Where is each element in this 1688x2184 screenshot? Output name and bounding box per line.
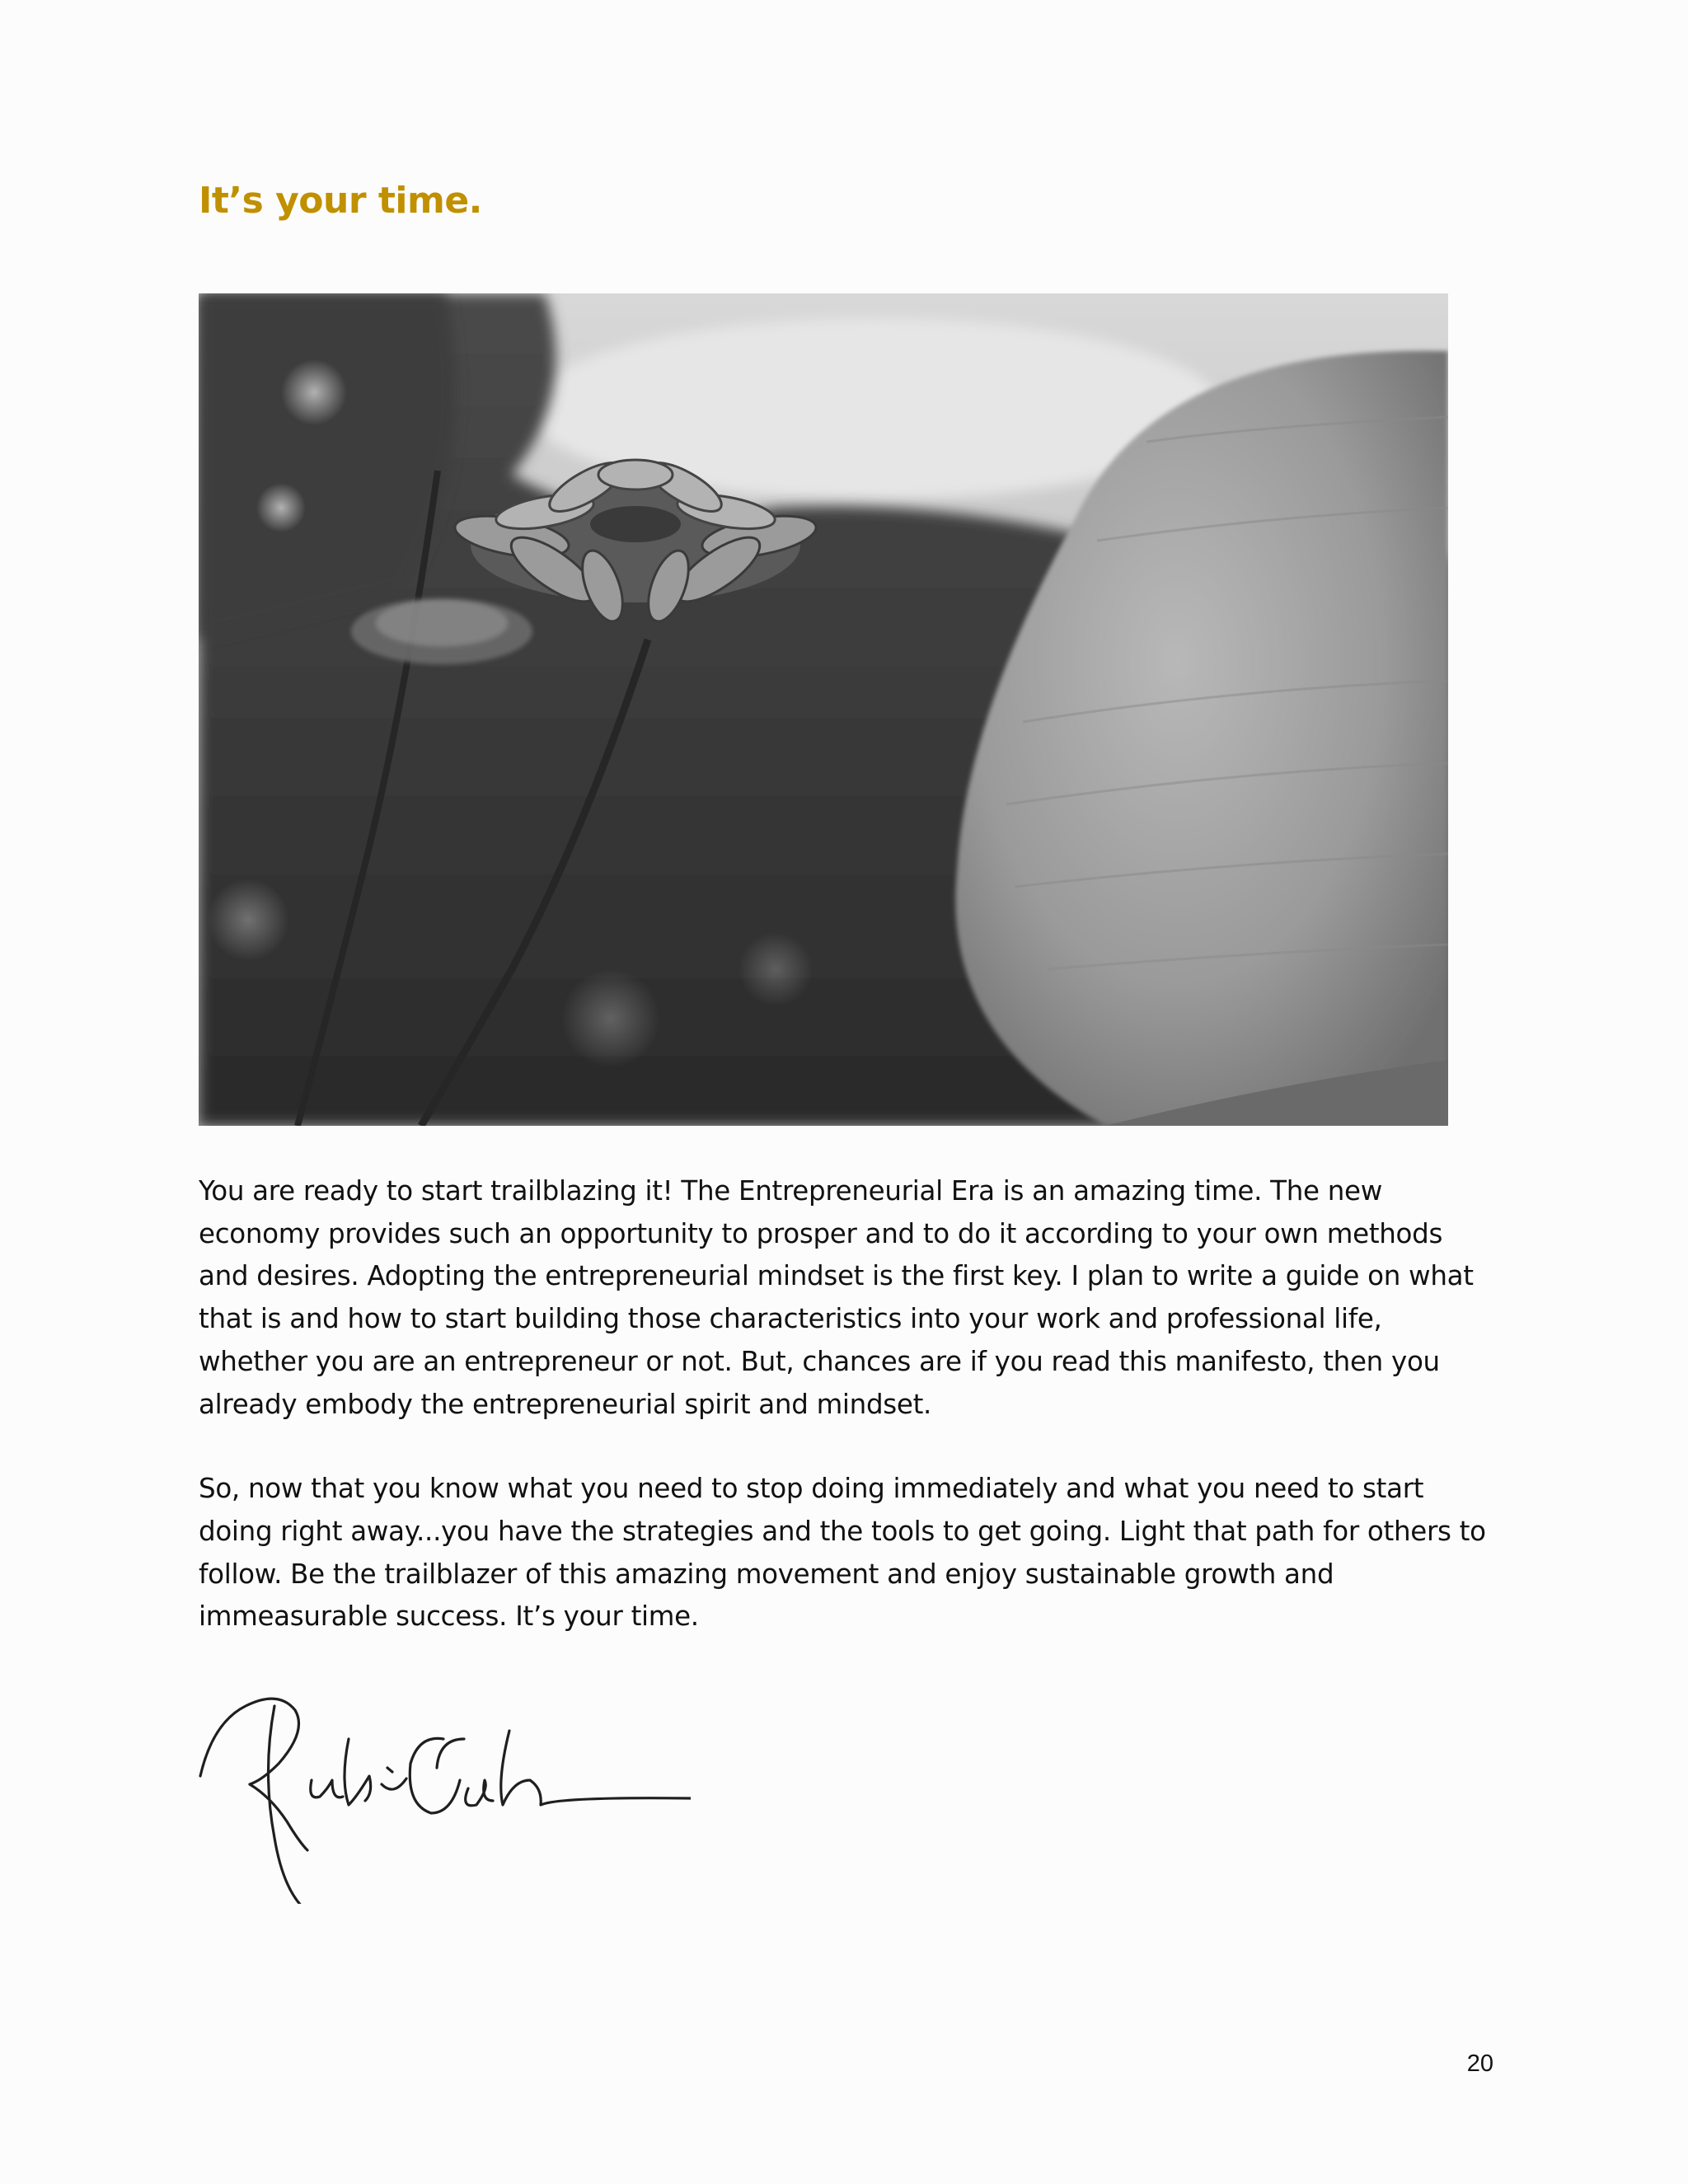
page-heading: It’s your time. bbox=[199, 180, 482, 222]
author-signature bbox=[196, 1673, 691, 1904]
paragraph-1: You are ready to start trailblazing it! The Entrepreneurial Era is an amazing time. The new economy provides such an opportunity to prosper and to do it according to your own methods and desires. Adopting the entrepreneurial mindset is the first key. I plan to write a guide on what that is and how to start building those characteristics into your work and professional life, whether you are an entrepreneur or not. But, chances are if you read this manifesto, then you already embody the entrepreneurial spirit and mindset. bbox=[199, 1175, 1474, 1420]
body-text bbox=[199, 1170, 1493, 1680]
paragraph-2: So, now that you know what you need to stop doing immediately and what you need to start doing right away...you have the strategies and the tools to get going. Light that path for others to follow. Be the trailblazer of this amazing movement and enjoy sustainable growth and immeasurable success. It’s your time. bbox=[199, 1473, 1486, 1633]
flower-hat-photo bbox=[199, 293, 1448, 1126]
page-number: 20 bbox=[1466, 2050, 1493, 2077]
